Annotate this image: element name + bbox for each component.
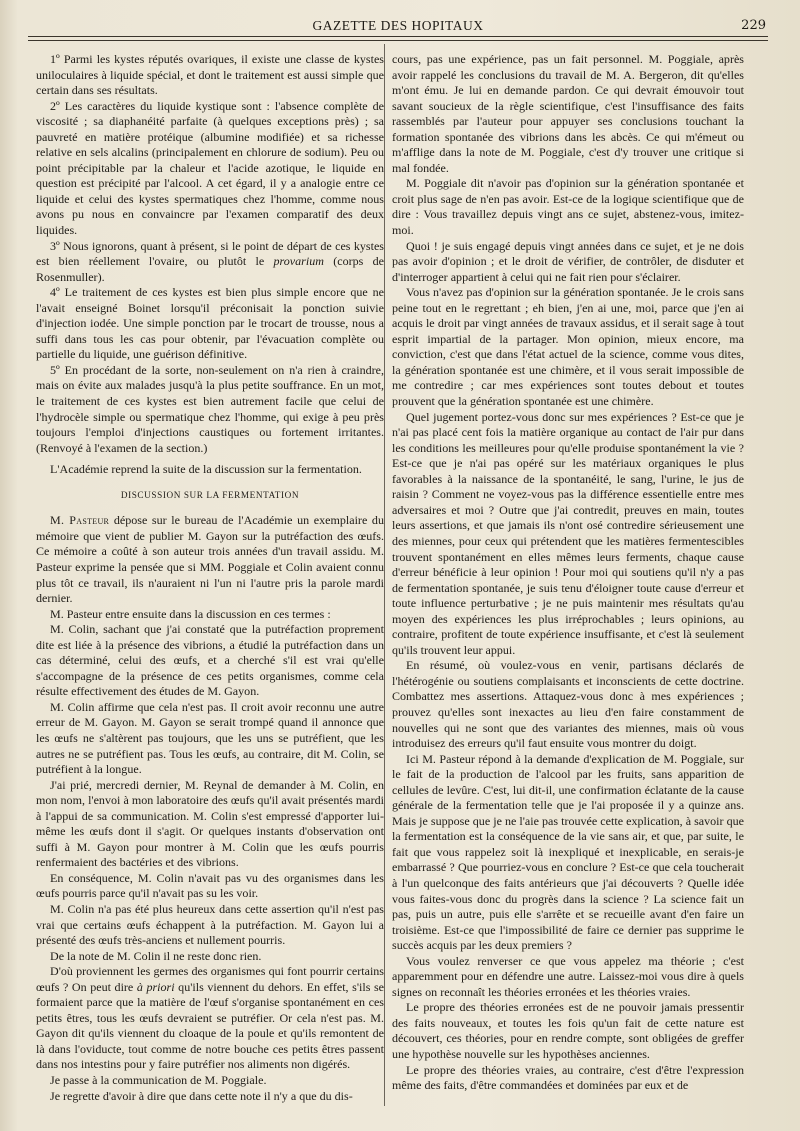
paragraph-text: D'où proviennent les germes des organismes qui font pourrir certains œufs ? On peut dire bbox=[36, 964, 384, 994]
conclusion-5: 5º En procédant de la sorte, non-seulement on n'a rien à craindre, mais on évite aux malades jusqu'à la plus petite souffrance. En un mot, le traitement de ces kystes est bien autrement facile que celui de l'hydrocèle simple ou spermatique chez l'homme, qui exige à peu près toujours l'emploi d'injections caustiques ou fortement irritantes. (Renvoyé à l'examen de la section.) bbox=[36, 362, 384, 455]
conclusion-3 bbox=[36, 239, 384, 286]
column-divider bbox=[384, 44, 385, 1106]
paragraph: Vous voulez renverser ce que vous appelez ma théorie ; c'est apparemment pour en défendre une autre. Laissez-moi vous dire à quels signes on reconnaît les théories erronées et les théories vraies. bbox=[392, 953, 744, 999]
paragraph: cours, pas une expérience, pas un fait personnel. M. Poggiale, après avoir rappelé les conclusions du travail de M. A. Bergeron, dit qu'elles m'ont ému. Je lui en demande pardon. Ce qui devrait émouvoir tout savant soucieux de la règle scientifique, c'est l'insuffisance des faits rassemblés par l'auteur pour appuyer ses conclusions touchant la formation spontanée des vibrions dans les abcès. Ce qui m'émeut ou m'afflige dans la note de M. Poggiale, c'est d'y trouver une critique si mal fondée. bbox=[392, 52, 744, 175]
paragraph: Vous n'avez pas d'opinion sur la génération spontanée. Je le crois sans peine tout en le regrettant ; eh bien, j'en ai une, moi, parce que j'en ai acquis le droit par vingt années de travaux assidus, et il serait sage à tout esprit impartial de la partager. Mon opinion, mieux encore, ma conviction, c'est que dans l'état actuel de la science, comme vous dites, la génération spontanée est une chimère, et il vous serait impossible de me contredire ; car mes expériences sont toutes debout et toutes prouvent que la génération spontanée est une chimère. bbox=[392, 285, 744, 409]
conclusion-4: 4º Le traitement de ces kystes est bien plus simple encore que ne l'avait enseigné Boinet lorsqu'il préconisait la ponction suivie d'injection iodée. Une simple ponction par le trocart de trousse, nous a suffi dans tous les cas pour obtenir, par l'évacuation complète ou partielle du liquide, une guérison définitive. bbox=[36, 285, 384, 362]
paragraph: Quoi ! je suis engagé depuis vingt années dans ce sujet, et je ne dois pas avoir d'opinion ; et le droit de vérifier, de contrôler, de disduter et d'interroger appartient à celui qui ne fait rien pour s'éclairer. bbox=[392, 238, 744, 284]
paragraph: En résumé, où voulez-vous en venir, partisans déclarés de l'hétérogénie ou soutiens complaisants et inconscients de cette doctrine. Combattez mes assertions. Attaquez-vous donc à mes expériences ; prouvez qu'elles sont inexactes au lieu d'en faire constamment de nouvelles qui ne sont que des variantes des miennes, mais où vous introduisez des erreurs qu'il faut ensuite vous montrer du doigt. bbox=[392, 658, 744, 751]
paragraph: Ici M. Pasteur répond à la demande d'explication de M. Poggiale, sur le fait de la production de l'alcool par les fruits, sans apparition de cellules de levûre. C'est, lui dit-il, une confirmation éclatante de la cause générale de la fermentation telle que je l'ai proposée il y a quinze ans. Mais je suppose que je ne l'aie pas trouvée cette explication, à savoir que la fermentation est la conséquence de la vie sans air, et que, par suite, le fait que vous rappelez soit là inexpliqué et inexplicable, en serais-je embarrassé ? Que pourriez-vous en conclure ? Est-ce que cela toucherait à l'un quelconque des faits antérieurs que j'ai découverts ? Quelle idée vous faites-vous donc du progrès dans la science ? La science fait un pas, puis un autre, puis elle s'arrête et se recueille avant d'en faire un troisième. Est-ce que l'impossibilité de faire ce dernier pas supprime le succès acquis par les deux premiers ? bbox=[392, 751, 744, 953]
conclusion-3-term: provarium bbox=[273, 254, 324, 269]
page-header bbox=[28, 14, 768, 37]
paragraph: De la note de M. Colin il ne reste donc rien. bbox=[50, 948, 262, 963]
paragraph bbox=[36, 964, 384, 1073]
paragraph: Le propre des théories vraies, au contraire, c'est d'être l'expression même des faits, d'être commandées et dominées par eux et de bbox=[392, 1062, 744, 1093]
paragraph: Quel jugement portez-vous donc sur mes expériences ? Est-ce que je n'ai pas placé cent fois la matière organique au contact de l'air pur dans les conditions les meilleures pour qu'elle produise spontanément la vie ? Est-ce que je n'ai pas opéré sur les matériaux organiques le plus favorables à la naissance de la spontanéité, le sang, l'urine, le jus de raisin ? Comment ne voyez-vous pas la différence essentielle entre mes adversaires et moi ? Outre que j'ai contredit, preuves en main, toutes leurs assertions, et que jamais ils n'ont osé contredire sérieusement une des miennes, pour ceux qui prétendent que les matières fermentescibles trouvent spontanément en elles mêmes leurs ferments, chaque cause d'erreur bénéficie à leur opinion ! Pour moi qui soutiens qu'il n'y a pas de fermentation spontanée, je suis tenu d'éloigner toute cause d'erreur et toute influence perturbative ; je ne puis maintenir mes résultats qu'au moyen des expériences les plus irréprochables ; leurs opinions, au contraire, profitent de toute expérience insuffisante, et c'est là seulement qu'ils trouvent leur appui. bbox=[392, 409, 744, 657]
header-rule bbox=[28, 40, 768, 41]
paragraph: M. Poggiale dit n'avoir pas d'opinion sur la génération spontanée et croit plus sage de n'en pas avoir. Est-ce de la logique scientifique que de dire : Vous travaillez depuis vingt ans ce sujet, abstenez-vous, imitez-moi. bbox=[392, 176, 744, 238]
paragraph-tail: qu'ils viennent du dehors. En effet, s'ils se formaient parce que la matière de l'œuf s'organise spontanément en ces petits êtres, tous les œufs devraient se putréfier. Or cela n'est pas. M. Gayon dit qu'ils viennent du cloaque de la poule et qu'ils remontent de là dans l'oviducte, tout comme de notre bouche ces petits êtres passent dans nos intestins pour y faire putréfier nos aliments non digérés. bbox=[36, 979, 384, 1072]
pasteur-intro bbox=[36, 513, 384, 606]
paragraph: En conséquence, M. Colin n'avait pas vu des organismes dans les œufs pourris parce qu'il n'avait pas su les voir. bbox=[36, 870, 384, 901]
paragraph: Je regrette d'avoir à dire que dans cette note il n'y a que du dis- bbox=[50, 1088, 353, 1103]
right-column bbox=[392, 52, 744, 1094]
left-column bbox=[36, 52, 384, 1104]
page-number: 229 bbox=[741, 18, 766, 33]
academy-note: L'Académie reprend la suite de la discussion sur la fermentation. bbox=[50, 462, 362, 477]
paragraph: M. Colin n'a pas été plus heureux dans cette assertion qu'il n'est pas vrai que certains œufs échappent à la putréfaction. M. Gayon lui a présenté des œufs très-anciens et nullement pourris. bbox=[36, 901, 384, 948]
conclusion-3-tail: (corps de Rosenmuller). bbox=[36, 254, 385, 284]
paragraph: Je passe à la communication de M. Poggiale. bbox=[50, 1073, 267, 1087]
paragraph: M. Colin affirme que cela n'est pas. Il croit avoir reconnu une autre erreur de M. Gayon. M. Gayon se serait trompé quand il annonce que les œufs ne s'altèrent pas toujours, que les uns se putréfient, que les autres ne se putréfient pas. Tous les œufs, au contraire, dit M. Colin, se putréfient à la longue. bbox=[36, 699, 384, 777]
paragraph: J'ai prié, mercredi dernier, M. Reynal de demander à M. Colin, en mon nom, l'envoi à mon laboratoire des œufs qu'il avait présentés mardi à l'appui de sa communication. M. Colin s'est empressé d'apporter lui-même les œufs dont il s'agit. Or quelques instants d'observation ont suffi à M. Gayon pour montrer à M. Colin que les œufs pourris renfermaient des bactéries et des vibrions. bbox=[36, 777, 384, 870]
speaker-name: M. Pasteur bbox=[50, 513, 110, 528]
paragraph: M. Colin, sachant que j'ai constaté que la putréfaction proprement dite est liée à la présence des vibrions, a étudié la putréfaction dans un cas déterminé, celui des œufs, et a cherché s'il est vrai qu'elle s'accompagne de la présence de ces petits organismes, comme cela résulte effectivement des études de M. Gayon. bbox=[36, 622, 384, 699]
conclusion-3-text: 3º Nous ignorons, quant à présent, si le point de départ de ces kystes est bien réellement l'ovaire, ou plutôt le bbox=[36, 238, 384, 269]
conclusion-2: 2º Les caractères du liquide kystique sont : l'absence complète de viscosité ; sa diaphanéité parfaite (à quelques exceptions près) ; sa pauvreté en matière protéique (albumine modifiée) et sa richesse relative en sels alcalins (principalement en chlorure de sodium). Peu ou point précipitable par la chaleur et l'acide azotique, le liquide en question est précipité par l'alcool. A cet égard, il y a analogie entre ce liquide et celui des kystes spermatiques chez l'homme, comme nous avons pu nous en convaincre par l'examen comparatif des deux liquides. bbox=[36, 98, 384, 238]
section-heading: DISCUSSION SUR LA FERMENTATION bbox=[120, 489, 300, 500]
conclusion-1: 1º Parmi les kystes réputés ovariques, il existe une classe de kystes uniloculaires à liquide spécial, et dont le traitement est aussi simple que certain dans ses résultats. bbox=[36, 52, 384, 98]
latin-term: à priori bbox=[136, 979, 175, 994]
paragraph: M. Pasteur entre ensuite dans la discussion en ces termes : bbox=[50, 606, 331, 621]
journal-title: GAZETTE DES HOPITAUX bbox=[312, 18, 484, 33]
paragraph: Le propre des théories erronées est de ne pouvoir jamais pressentir des faits nouveaux, et toutes les fois qu'un fait de cette nature est découvert, ces théories, pour en rendre compte, sont obligées de greffer une hypothèse nouvelle sur les hypothèses anciennes. bbox=[392, 1000, 744, 1061]
pasteur-intro-text: dépose sur le bureau de l'Académie un exemplaire du mémoire que vient de publier M. Gayon sur la putréfaction des œufs. Ce mémoire a coûté à son auteur trois années d'un travail assidu. M. Pasteur exprime la pensée que si MM. Poggiale et Colin avaient connu plus tôt ce travail, ils n'auraient ni l'un ni l'autre pris la parole mardi dernier. bbox=[36, 513, 384, 606]
